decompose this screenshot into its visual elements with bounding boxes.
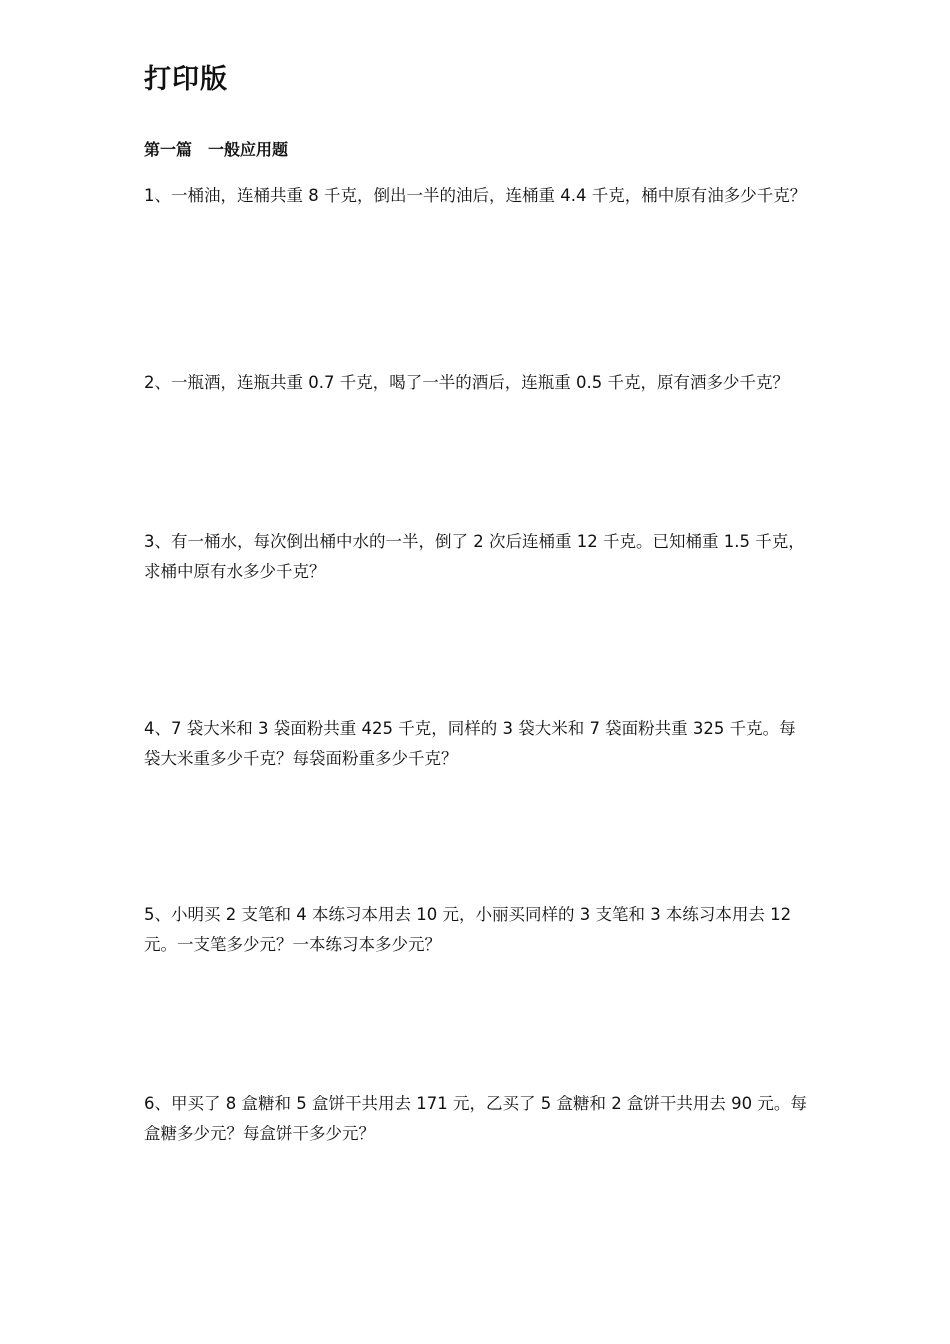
problem-6: 6、甲买了 8 盒糖和 5 盒饼干共用去 171 元，乙买了 5 盒糖和 2 盒饼干共用去 90 元。每盒糖多少元？每盒饼干多少元？ bbox=[144, 1094, 807, 1143]
document-title: 打印版 bbox=[144, 64, 228, 95]
problem-4: 4、7 袋大米和 3 袋面粉共重 425 千克，同样的 3 袋大米和 7 袋面粉共重 325 千克。每袋大米重多少千克？每袋面粉重多少千克？ bbox=[144, 719, 796, 768]
problem-2: 2、一瓶酒，连瓶共重 0.7 千克，喝了一半的酒后，连瓶重 0.5 千克，原有酒多少千克？ bbox=[144, 373, 789, 392]
problem-1: 1、一桶油，连桶共重 8 千克，倒出一半的油后，连桶重 4.4 千克，桶中原有油多少千克？ bbox=[144, 186, 807, 205]
problem-5: 5、小明买 2 支笔和 4 本练习本用去 10 元，小丽买同样的 3 支笔和 3 本练习本用去 12 元。一支笔多少元？一本练习本多少元？ bbox=[144, 905, 792, 954]
problem-3: 3、有一桶水，每次倒出桶中水的一半，倒了 2 次后连桶重 12 千克。已知桶重 1.5 千克，求桶中原有水多少千克？ bbox=[144, 532, 805, 581]
section-heading: 第一篇 一般应用题 bbox=[144, 140, 289, 159]
